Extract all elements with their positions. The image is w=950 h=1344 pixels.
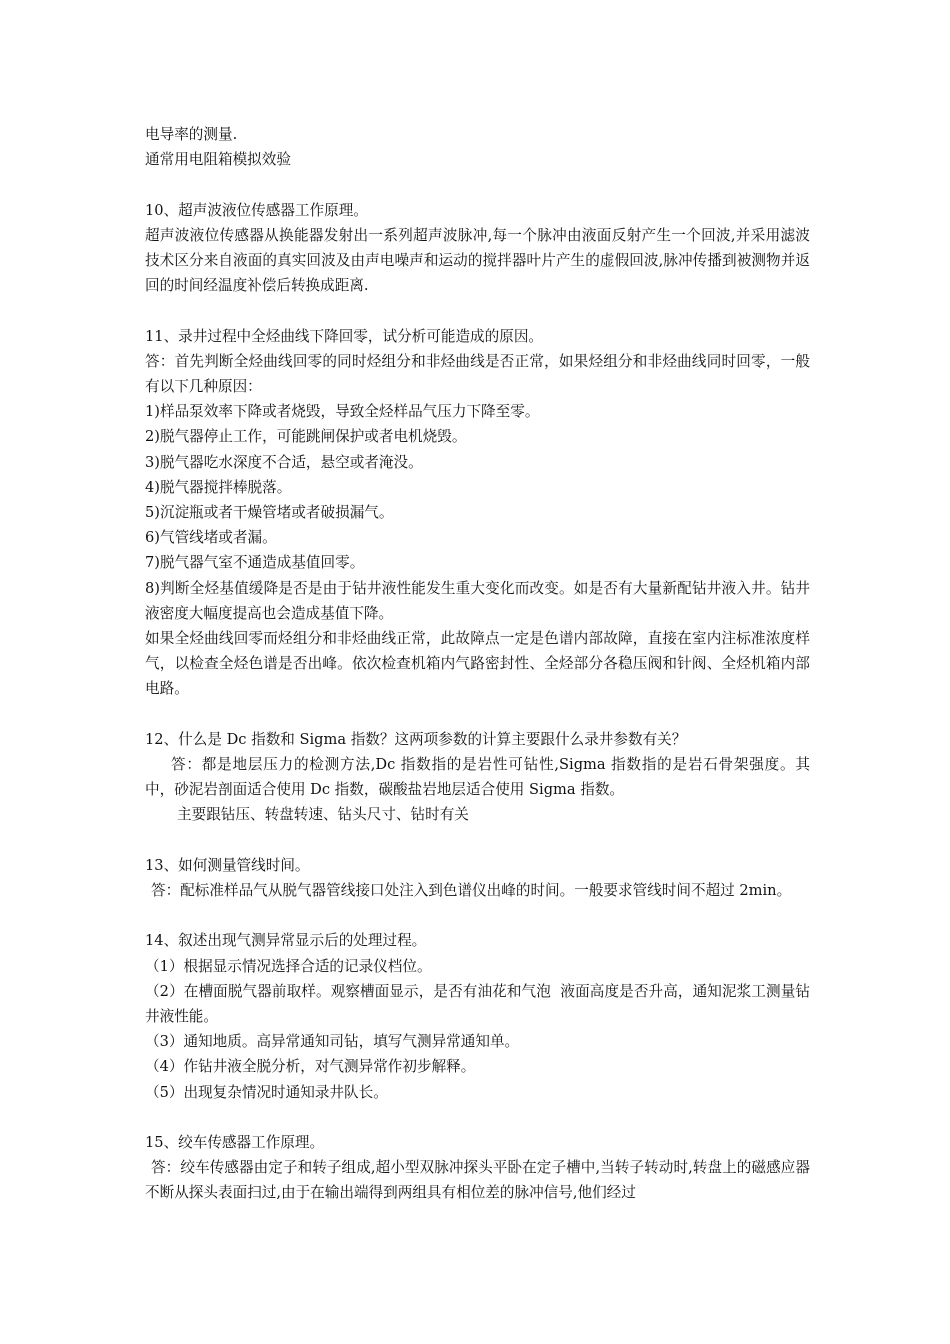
section-12-extra: 主要跟钻压、转盘转速、钻头尺寸、钻时有关 [177, 806, 469, 824]
document-page [145, 122, 810, 1206]
spacer [145, 1105, 810, 1130]
section-11-answer: 答：首先判断全烃曲线回零的同时烃组分和非烃曲线是否正常，如果烃组分和非烃曲线同时回零，一般有以下几种原因： [145, 352, 810, 395]
spacer [145, 298, 810, 323]
list-item: （2）在槽面脱气器前取样。观察槽面显示，是否有油花和气泡 液面高度是否升高，通知泥浆工测量钻井液性能。 [145, 982, 810, 1026]
list-item: （1）根据显示情况选择合适的记录仪档位。 [145, 957, 432, 975]
list-item: 7)脱气器气室不通造成基值回零。 [145, 554, 365, 572]
list-item: 6)气管线堵或者漏。 [145, 529, 277, 547]
section-11-conclusion: 如果全烃曲线回零而烃组分和非烃曲线正常，此故障点一定是色谱内部故障，直接在室内注标准浓度样气，以检查全烃色谱是否出峰。依次检查机箱内气路密封性、全烃部分各稳压阀和针阀、全烃机箱内部电路。 [145, 630, 810, 698]
section-11-title: 11、录井过程中全烃曲线下降回零，试分析可能造成的原因。 [145, 327, 544, 345]
intro-line-1: 电导率的测量. [145, 126, 238, 143]
section-12-answer: 答：都是地层压力的检测方法,Dc 指数指的是岩性可钻性,Sigma 指数指的是岩石骨架强度。其中，砂泥岩剖面适合使用 Dc 指数，碳酸盐岩地层适合使用 Sigma 指数。 [145, 756, 810, 799]
list-item: 8)判断全烃基值缓降是否是由于钻井液性能发生重大变化而改变。如是否有大量新配钻井液入井。钻井液密度大幅度提高也会造成基值下降。 [145, 579, 810, 622]
list-item: （4）作钻井液全脱分析，对气测异常作初步解释。 [145, 1058, 476, 1076]
section-13-title: 13、如何测量管线时间。 [145, 856, 310, 874]
list-item: 3)脱气器吃水深度不合适，悬空或者淹没。 [145, 453, 423, 471]
section-10-body: 超声波液位传感器从换能器发射出一系列超声波脉冲,每一个脉冲由液面反射产生一个回波,并采用滤波技术区分来自液面的真实回波及由声电噪声和运动的搅拌器叶片产生的虚假回波,脉冲传播到被测物并返回的时间经温度补偿后转换成距离. [145, 226, 810, 295]
section-10-title: 10、超声波液位传感器工作原理。 [145, 201, 368, 219]
list-item: 1)样品泵效率下降或者烧毁，导致全烃样品气压力下降至零。 [145, 403, 540, 421]
list-item: 2)脱气器停止工作，可能跳闸保护或者电机烧毁。 [145, 428, 467, 446]
section-14-title: 14、叙述出现气测异常显示后的处理过程。 [145, 932, 427, 950]
list-item: （3）通知地质。高异常通知司钻，填写气测异常通知单。 [145, 1033, 520, 1051]
section-12-title: 12、什么是 Dc 指数和 Sigma 指数？这两项参数的计算主要跟什么录井参数有关？ [145, 730, 687, 748]
list-item: （5）出现复杂情况时通知录井队长。 [145, 1083, 388, 1101]
section-15-answer: 答：绞车传感器由定子和转子组成,超小型双脉冲探头平卧在定子槽中,当转子转动时,转盘上的磁感应器不断从探头表面扫过,由于在输出端得到两组具有相位差的脉冲信号,他们经过 [145, 1159, 810, 1202]
spacer [145, 828, 810, 853]
spacer [145, 172, 810, 197]
spacer [145, 702, 810, 727]
section-15-title: 15、绞车传感器工作原理。 [145, 1134, 325, 1152]
section-13-answer: 答：配标准样品气从脱气器管线接口处注入到色谱仪出峰的时间。一般要求管线时间不超过 2min。 [151, 882, 792, 900]
list-item: 5)沉淀瓶或者干燥管堵或者破损漏气。 [145, 504, 394, 522]
list-item: 4)脱气器搅拌棒脱落。 [145, 478, 292, 496]
spacer [145, 903, 810, 928]
intro-line-2: 通常用电阻箱模拟效验 [145, 151, 291, 169]
